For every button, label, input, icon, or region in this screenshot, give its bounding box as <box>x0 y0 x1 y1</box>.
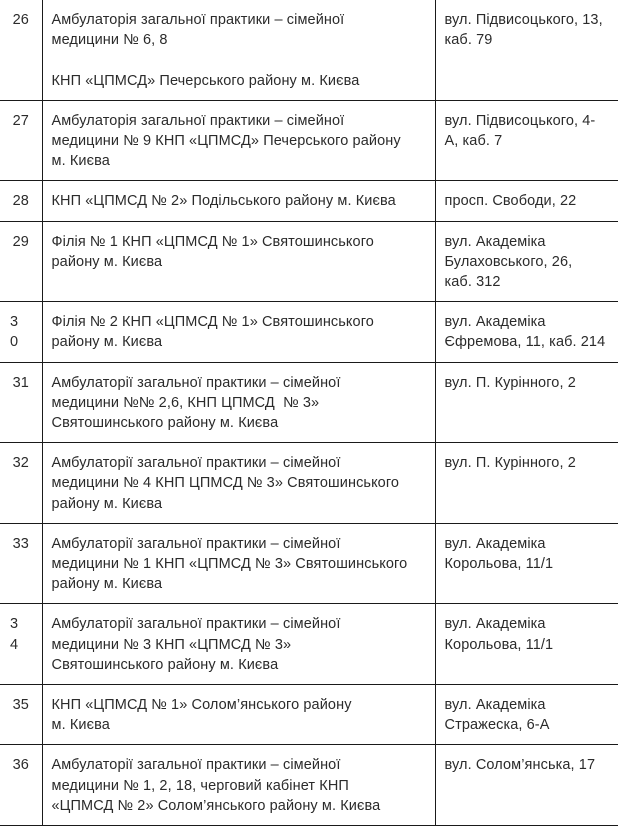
facility-name-line: Філія № 1 КНП «ЦПМСД № 1» Святошинського <box>51 233 374 250</box>
row-number-cell <box>0 100 42 181</box>
facility-name-line: району м. Києва <box>51 495 163 512</box>
table-row <box>0 443 618 524</box>
row-number: 26 <box>12 12 29 28</box>
facility-name-line: Амбулаторія загальної практики – сімейної <box>51 112 345 129</box>
facility-name-line: м. Києва <box>51 153 110 170</box>
table-row <box>0 685 618 745</box>
row-number-cell <box>0 0 42 100</box>
row-number: 33 <box>12 535 29 552</box>
row-number: 27 <box>12 112 29 129</box>
address-cell <box>435 745 618 826</box>
row-number-cell <box>0 221 42 302</box>
facility-name-line: медицини № 1, 2, 18, черговий кабінет КНП <box>51 777 349 794</box>
facility-name-cell <box>42 362 435 443</box>
address-line: Булаховського, 26, <box>444 253 573 270</box>
row-number-fragment: 3 <box>10 314 19 331</box>
facility-name-line: КНП «ЦПМСД» Печерського району м. Києва <box>51 72 360 89</box>
row-number: 29 <box>12 233 29 250</box>
address-line: А, каб. 7 <box>444 133 503 149</box>
facility-name-line: медицини № 1 КНП «ЦПМСД № 3» Святошинського <box>51 556 408 573</box>
address-cell <box>435 443 618 524</box>
row-number-cell <box>0 443 42 524</box>
table-row <box>0 0 618 100</box>
facility-name-line: району м. Києва <box>51 334 163 351</box>
row-number-cell <box>0 302 42 362</box>
address-cell <box>435 100 618 181</box>
row-number-fragment: 0 <box>10 334 19 351</box>
facility-name-cell <box>42 443 435 524</box>
facility-name-cell <box>42 604 435 685</box>
facility-name-line: медицини № 3 КНП «ЦПМСД № 3» <box>51 636 292 653</box>
facility-name-line: КНП «ЦПМСД № 2» Подільського району м. Києва <box>51 193 396 210</box>
address-cell <box>435 302 618 362</box>
facility-name-cell <box>42 685 435 745</box>
address-cell <box>435 0 618 100</box>
facility-name-line: медицини №№ 2,6, КНП ЦПМСД № 3» <box>51 394 320 411</box>
table-row <box>0 604 618 685</box>
address-cell <box>435 604 618 685</box>
facility-name-line: Святошинського району м. Києва <box>51 415 279 432</box>
facility-name-line: «ЦПМСД № 2» Солом’янського району м. Києва <box>51 797 381 814</box>
address-line: просп. Свободи, 22 <box>444 193 577 210</box>
facility-name-cell <box>42 745 435 826</box>
table-row <box>0 181 618 221</box>
address-line: вул. Академіка <box>444 697 546 714</box>
row-number-cell <box>0 745 42 826</box>
facility-name-line: Амбулаторії загальної практики – сімейної <box>51 757 341 774</box>
address-line: каб. 79 <box>444 32 493 49</box>
address-line: вул. П. Курінного, 2 <box>444 374 576 391</box>
facility-name-cell <box>42 0 435 100</box>
address-cell <box>435 685 618 745</box>
table-row <box>0 362 618 443</box>
address-line: Стражеска, 6-А <box>444 717 550 734</box>
address-line: Єфремова, 11, каб. 214 <box>444 334 606 351</box>
row-number-fragment: 3 <box>10 616 19 633</box>
facility-name-cell <box>42 221 435 302</box>
row-number-cell <box>0 362 42 443</box>
row-number-cell <box>0 685 42 745</box>
address-line: вул. Академіка <box>444 616 546 633</box>
row-number-cell <box>0 181 42 221</box>
address-line: каб. 312 <box>444 274 501 291</box>
table-row <box>0 745 618 826</box>
facility-name-line: Амбулаторії загальної практики – сімейної <box>51 455 341 472</box>
facility-name-cell <box>42 523 435 604</box>
table-row <box>0 100 618 181</box>
facility-name-line: Амбулаторії загальної практики – сімейної <box>51 535 341 552</box>
facility-name-line: медицини № 4 КНП ЦПМСД № 3» Святошинського <box>51 475 400 492</box>
address-line: вул. Академіка <box>444 535 546 552</box>
facility-name-line: Амбулаторії загальної практики – сімейної <box>51 374 341 391</box>
facility-name-line: Амбулаторії загальної практики – сімейної <box>51 616 341 633</box>
address-line: Корольова, 11/1 <box>444 636 554 653</box>
row-number-fragment: 4 <box>10 636 19 653</box>
facility-name-line: Амбулаторія загальної практики – сімейної <box>51 12 345 28</box>
row-number-cell <box>0 604 42 685</box>
address-line: Корольова, 11/1 <box>444 556 554 573</box>
row-number: 28 <box>12 193 29 210</box>
table-row <box>0 523 618 604</box>
row-number: 32 <box>12 455 29 472</box>
blank-line <box>52 50 427 70</box>
address-line: вул. Академіка <box>444 314 546 331</box>
facility-name-cell <box>42 181 435 221</box>
facility-name-line: району м. Києва <box>51 576 163 593</box>
row-number: 35 <box>12 697 29 714</box>
row-number: 36 <box>12 757 29 774</box>
table-row <box>0 302 618 362</box>
facility-name-line: Святошинського району м. Києва <box>51 656 279 673</box>
address-line: вул. Солом’янська, 17 <box>444 757 596 774</box>
address-line: вул. Академіка <box>444 233 546 250</box>
address-line: вул. Підвисоцького, 13, <box>444 12 603 28</box>
address-line: вул. Підвисоцького, 4- <box>444 112 596 129</box>
facility-name-line: району м. Києва <box>51 253 163 270</box>
address-cell <box>435 221 618 302</box>
facility-name-line: КНП «ЦПМСД № 1» Солом’янського району <box>51 697 352 714</box>
facility-name-cell <box>42 100 435 181</box>
facility-name-line: медицини № 6, 8 <box>51 32 168 49</box>
facility-name-line: медицини № 9 КНП «ЦПМСД» Печерського району <box>51 133 401 149</box>
row-number-cell <box>0 523 42 604</box>
address-cell <box>435 181 618 221</box>
facility-name-line: Філія № 2 КНП «ЦПМСД № 1» Святошинського <box>51 314 374 331</box>
row-number: 31 <box>12 374 29 391</box>
facility-name-cell <box>42 302 435 362</box>
address-cell <box>435 523 618 604</box>
address-line: вул. П. Курінного, 2 <box>444 455 576 472</box>
table-row <box>0 221 618 302</box>
facility-name-line: м. Києва <box>51 717 110 734</box>
address-cell <box>435 362 618 443</box>
